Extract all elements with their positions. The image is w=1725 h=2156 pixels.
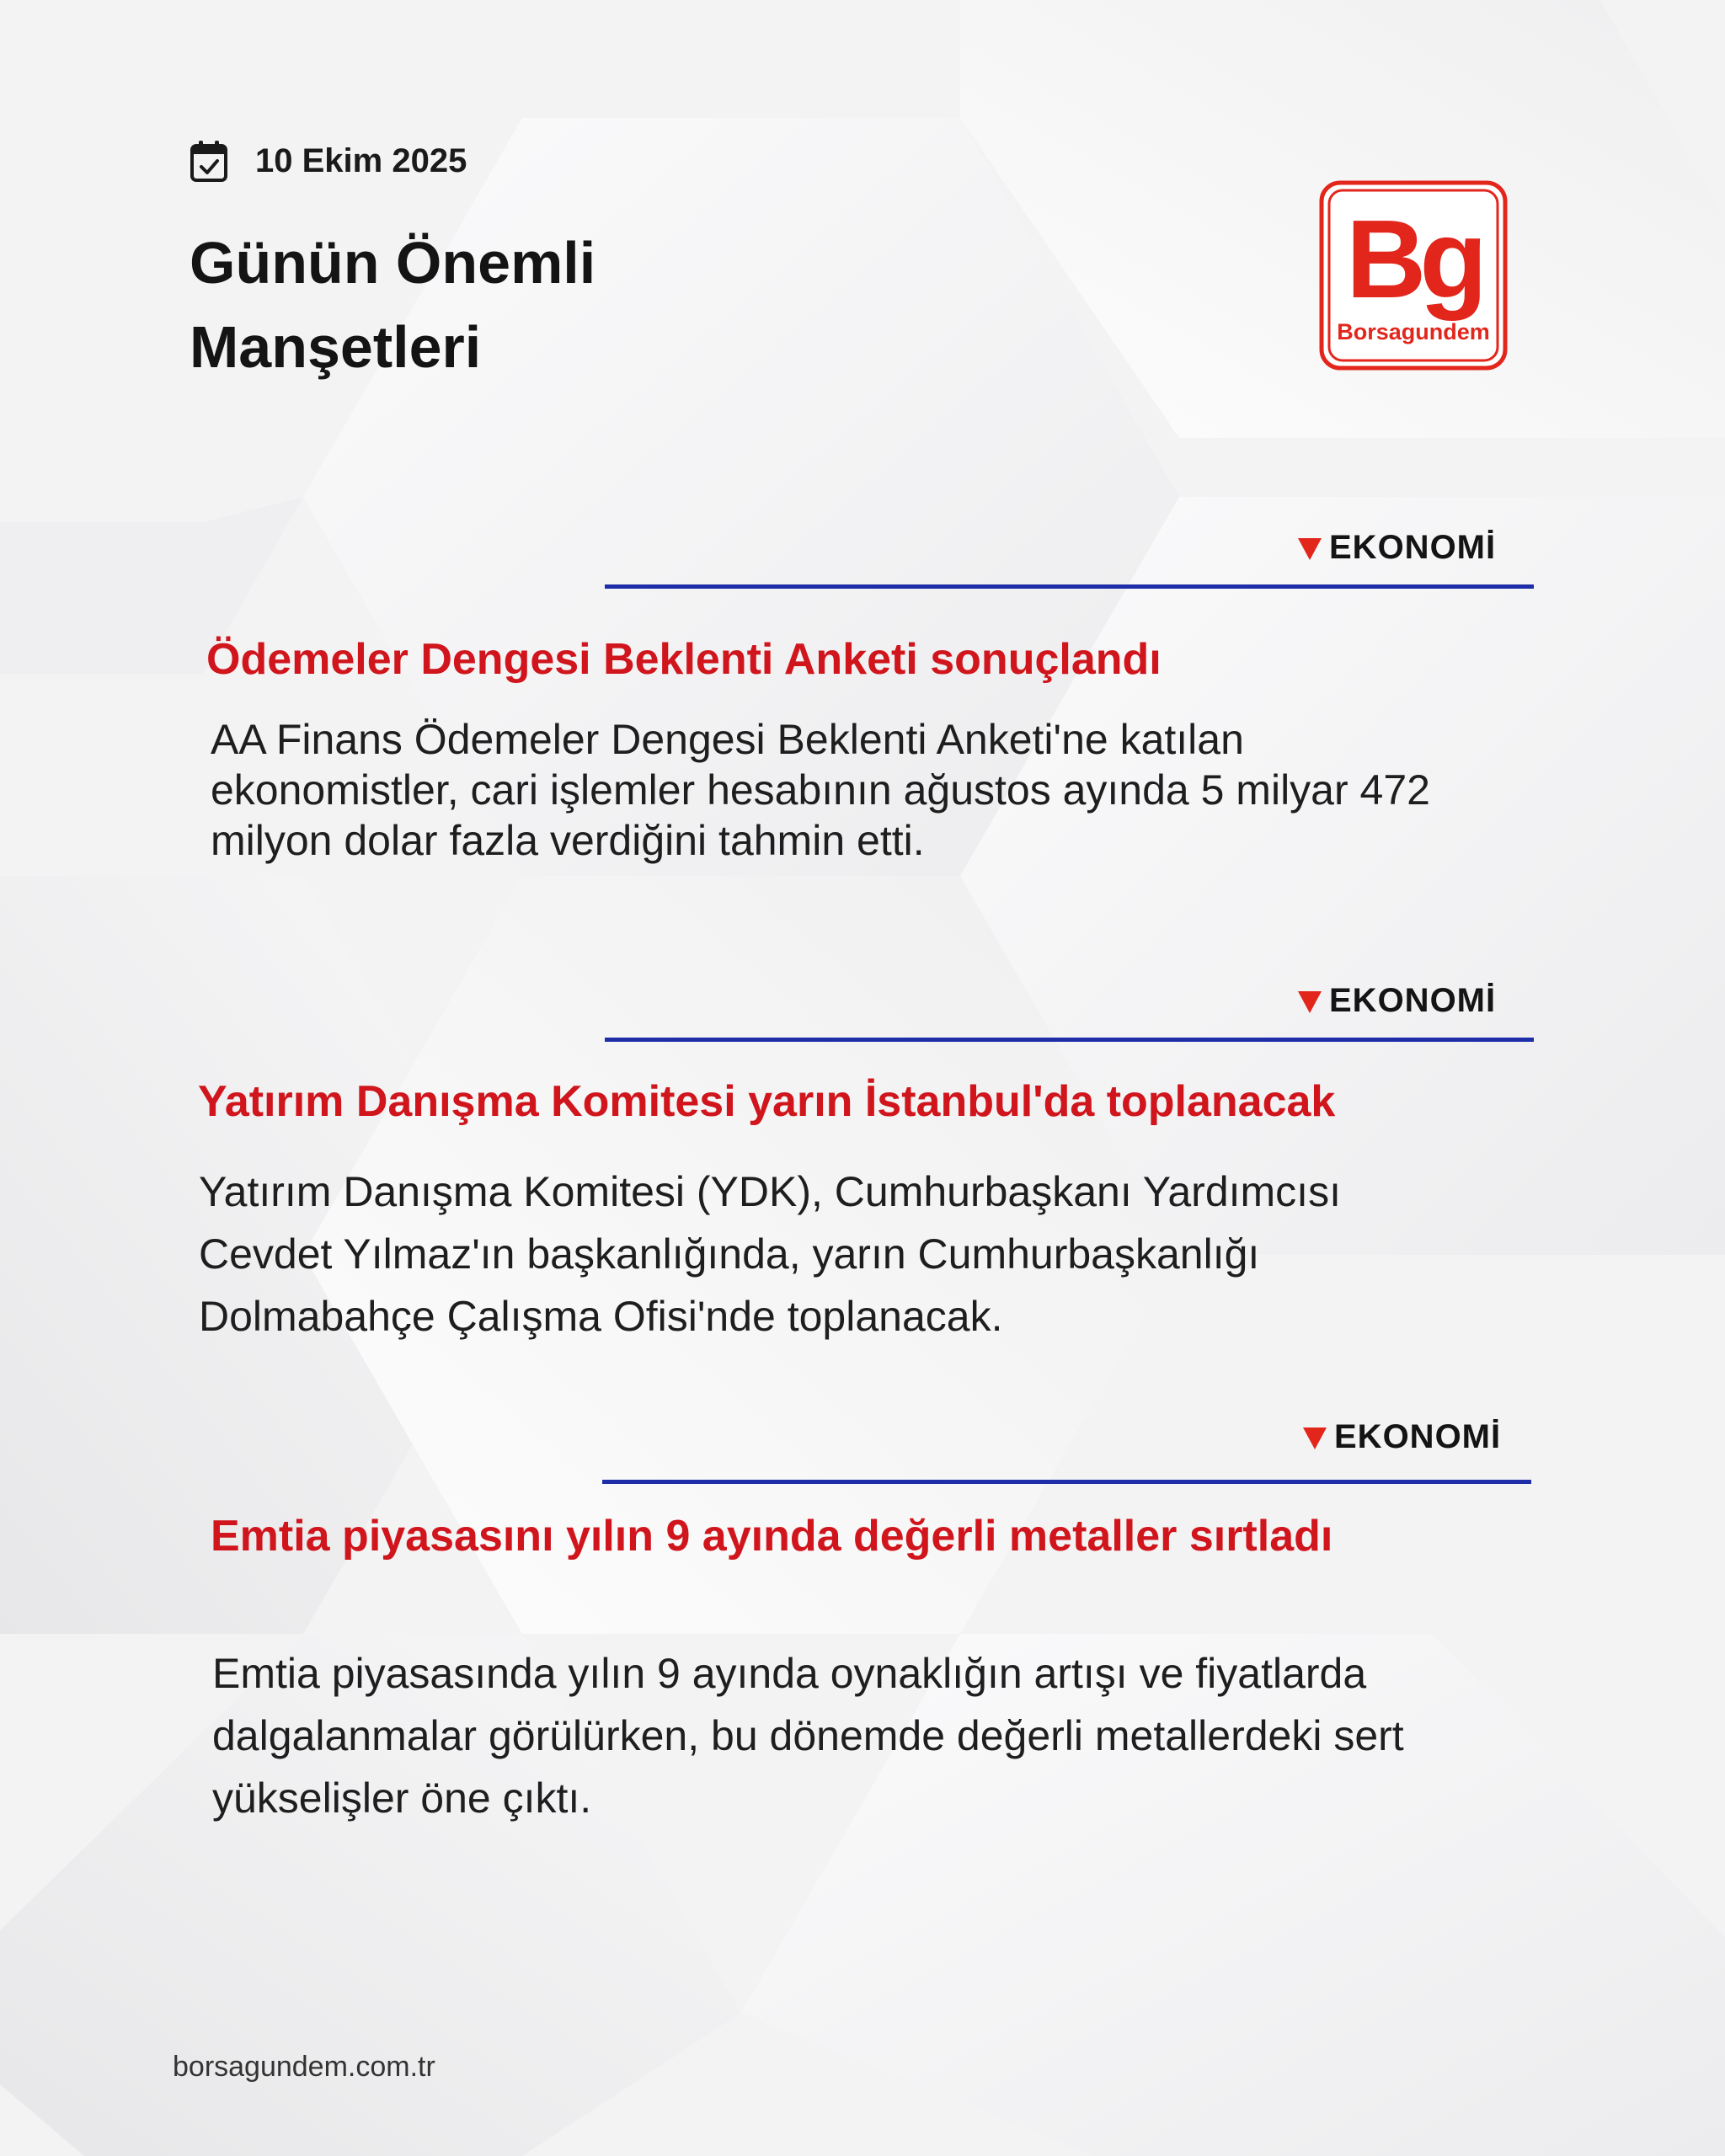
category-tag: [1297, 982, 1496, 1020]
triangle-down-icon: [1297, 989, 1322, 1014]
category-tag: [1302, 1418, 1501, 1456]
page-title: Günün Önemli Manşetleri: [190, 230, 596, 380]
date-text: 10 Ekim 2025: [255, 141, 467, 179]
news-headline[interactable]: Yatırım Danışma Komitesi yarın İstanbul'da toplanacak: [198, 1077, 1336, 1126]
section-divider: [605, 1038, 1534, 1042]
news-body: Emtia piyasasında yılın 9 ayında oynaklığın artışı ve fiyatlarda dalgalanmalar görülürken, bu dönemde değerli metallerdeki sert yükselişler öne çıktı.: [212, 1650, 1404, 1822]
borsagundem-logo: [1318, 179, 1509, 371]
triangle-down-icon: [1297, 536, 1322, 561]
category-label: EKONOMİ: [1329, 529, 1497, 566]
category-label: EKONOMİ: [1334, 1418, 1502, 1455]
section-divider: [602, 1480, 1531, 1484]
logo-name: Borsagundem: [1337, 319, 1490, 344]
logo-mark: Bg: [1346, 197, 1481, 321]
news-headline[interactable]: Ödemeler Dengesi Beklenti Anketi sonuçlandı: [206, 635, 1162, 684]
news-body: Yatırım Danışma Komitesi (YDK), Cumhurbaşkanı Yardımcısı Cevdet Yılmaz'ın başkanlığında, yarın Cumhurbaşkanlığı Dolmabahçe Çalışma Ofisi'nde toplanacak.: [199, 1168, 1341, 1340]
news-headline[interactable]: Emtia piyasasını yılın 9 ayında değerli metaller sırtladı: [211, 1512, 1333, 1561]
footer-url[interactable]: borsagundem.com.tr: [173, 2051, 435, 2083]
category-tag: [1297, 529, 1496, 567]
section-divider: [605, 584, 1534, 589]
date-row: [190, 139, 467, 183]
category-label: EKONOMİ: [1329, 982, 1497, 1019]
news-body: AA Finans Ödemeler Dengesi Beklenti Anketi'ne katılan ekonomistler, cari işlemler hesabının ağustos ayında 5 milyar 472 milyon dolar fazla verdiğini tahmin etti.: [211, 716, 1430, 864]
calendar-icon: [190, 139, 228, 183]
triangle-down-icon: [1302, 1425, 1327, 1450]
